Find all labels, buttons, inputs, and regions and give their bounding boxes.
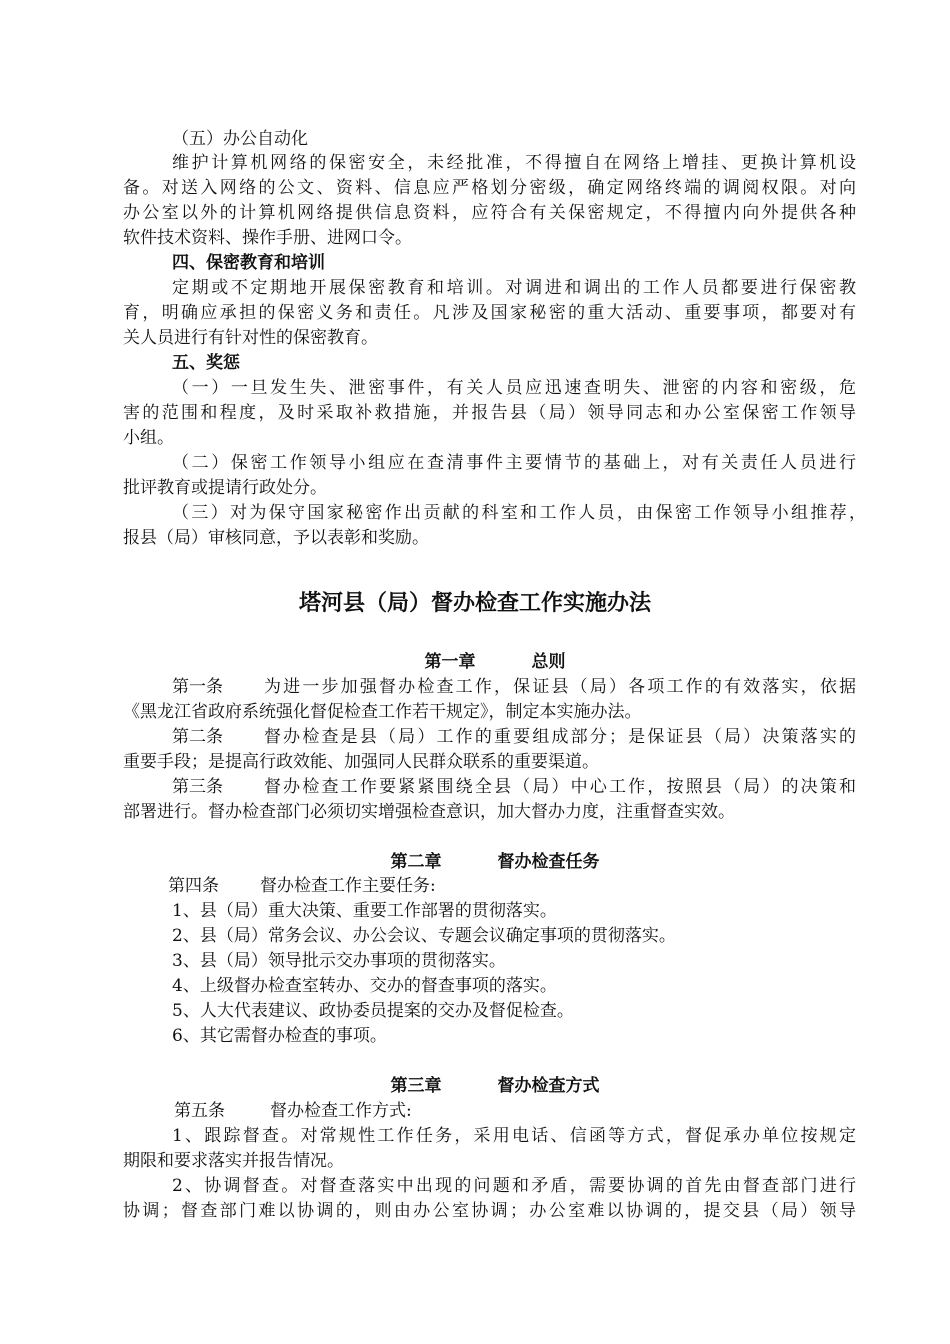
paragraph-line: 育，明确应承担的保密义务和责任。凡涉及国家秘密的重大活动、重要事项，都要对有 [123,303,856,323]
chapter-heading: 第一章 总则 [424,652,566,672]
list-item: 5、人大代表建议、政协委员提案的交办及督促检查。 [172,1001,574,1021]
paragraph-line: 维护计算机网络的保密安全，未经批准，不得擅自在网络上增挂、更换计算机设 [172,153,856,173]
article-line: 第二条 督办检查是县（局）工作的重要组成部分；是保证县（局）决策落实的 [172,727,856,747]
paragraph-line: （一）一旦发生失、泄密事件，有关人员应迅速查明失、泄密的内容和密级，危 [172,378,856,398]
paragraph-line: 重要手段；是提高行政效能、加强同人民群众联系的重要渠道。 [123,752,599,772]
paragraph-line: 《黑龙江省政府系统强化督促检查工作若干规定》，制定本实施办法。 [123,702,642,722]
article-line: 第三条 督办检查工作要紧紧围绕全县（局）中心工作，按照县（局）的决策和 [172,777,856,797]
paragraph-line: 小组。 [123,428,174,448]
paragraph-line: 协调；督查部门难以协调的，则由办公室协调；办公室难以协调的，提交县（局）领导 [123,1201,856,1221]
chapter-heading: 第二章 督办检查任务 [390,852,600,872]
paragraph-line: 部署进行。督办检查部门必须切实增强检查意识，加大督办力度，注重督查实效。 [123,802,735,822]
paragraph-line: 批评教育或提请行政处分。 [123,478,327,498]
paragraph-line: 期限和要求落实并报告情况。 [123,1151,344,1171]
list-item: 1、县（局）重大决策、重要工作部署的贯彻落实。 [172,901,557,921]
article-label: 第四条 [168,876,219,896]
list-item: 4、上级督办检查室转办、交办的督查事项的落实。 [172,976,557,996]
paragraph-line: 备。对送入网络的公文、资料、信息应严格划分密级，确定网络终端的调阅权限。对向 [123,178,856,198]
paragraph-line: （三）对为保守国家秘密作出贡献的科室和工作人员，由保密工作领导小组推荐， [172,503,866,523]
paragraph-line: 报县（局）审核同意，予以表彰和奖励。 [123,528,429,548]
paragraph-line: 2、协调督查。对督查落实中出现的问题和矛盾，需要协调的首先由督查部门进行 [172,1176,856,1196]
section-heading: 五、奖惩 [172,353,240,373]
article-label: 第五条 [174,1101,225,1121]
article-line: 第一条 为进一步加强督办检查工作，保证县（局）各项工作的有效落实，依据 [172,677,856,697]
article-label: 第一条 [172,677,223,697]
paragraph-line: 害的范围和程度，及时采取补救措施，并报告县（局）领导同志和办公室保密工作领导 [123,403,856,423]
section-heading: 四、保密教育和培训 [172,253,325,273]
list-item: 6、其它需督办检查的事项。 [172,1026,387,1046]
paragraph-line: 1、跟踪督查。对常规性工作任务，采用电话、信函等方式，督促承办单位按规定 [172,1126,856,1146]
section-heading: （五）办公自动化 [172,129,308,149]
chapter-heading: 第三章 督办检查方式 [390,1076,600,1096]
article-label: 第三条 [172,777,223,797]
article-line: 第四条 督办检查工作主要任务: [168,876,436,896]
article-label: 第二条 [172,727,223,747]
paragraph-line: 定期或不定期地开展保密教育和培训。对调进和调出的工作人员都要进行保密教 [172,278,856,298]
list-item: 3、县（局）领导批示交办事项的贯彻落实。 [172,951,506,971]
paragraph-line: （二）保密工作领导小组应在查清事件主要情节的基础上，对有关责任人员进行 [172,453,856,473]
paragraph-line: 软件技术资料、操作手册、进网口令。 [123,228,412,248]
article-line: 第五条 督办检查工作方式: [174,1101,412,1121]
paragraph-line: 关人员进行有针对性的保密教育。 [123,328,378,348]
paragraph-line: 办公室以外的计算机网络提供信息资料，应符合有关保密规定，不得擅内向外提供各种 [123,203,856,223]
document-title: 塔河县（局）督办检查工作实施办法 [298,591,651,616]
list-item: 2、县（局）常务会议、办公会议、专题会议确定事项的贯彻落实。 [172,926,676,946]
